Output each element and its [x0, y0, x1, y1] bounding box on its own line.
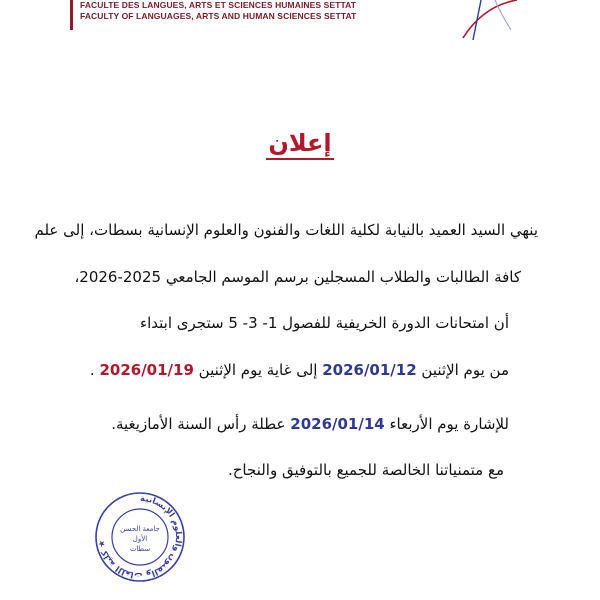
- line4-mid: إلى غاية يوم الإثنين: [193, 361, 323, 379]
- body-line-6: مع متمنياتنا الخالصة للجميع بالتوفيق والنجاح.: [227, 461, 504, 479]
- body-line-1: ينهي السيد العميد بالنيابة لكلية اللغات والفنون والعلوم الإنسانية بسطات، إلى علم: [34, 221, 538, 239]
- line5-post: عطلة رأس السنة الأمازيغية.: [111, 415, 291, 433]
- corner-logo-icon: [455, 0, 525, 40]
- faculty-name-en: FACULTY OF LANGUAGES, ARTS AND HUMAN SCIENCES SETTAT: [80, 11, 357, 21]
- svg-text:سطات: سطات: [129, 545, 151, 553]
- svg-text:كلية اللغات والفنون والعلوم ال: كلية اللغات والفنون والعلوم الإنسانية ★: [96, 493, 183, 581]
- faculty-header: [80, 0, 356, 22]
- title-text: إعلان: [266, 128, 333, 160]
- official-stamp: [94, 489, 186, 589]
- line4-pre: من يوم الإثنين: [416, 361, 509, 379]
- announcement-title: [0, 126, 600, 160]
- holiday-date: 2026/01/14: [290, 415, 385, 433]
- faculty-name-fr: FACULTE DES LANGUES, ARTS ET SCIENCES HUMAINES SETTAT: [80, 0, 357, 10]
- svg-text:الأول: الأول: [132, 535, 148, 543]
- end-date: 2026/01/19: [99, 361, 194, 379]
- body-line-4: [90, 359, 509, 381]
- start-date: 2026/01/12: [322, 361, 417, 379]
- svg-text:جامعة الحسن: جامعة الحسن: [120, 525, 160, 533]
- line5-pre: للإشارة يوم الأربعاء: [384, 415, 509, 433]
- body-line-3: أن امتحانات الدورة الخريفية للفصول 1- 3- 5 ستجرى ابتداء: [140, 314, 509, 332]
- logo-bar: [70, 0, 73, 30]
- body-line-5: [111, 413, 509, 435]
- body-line-2: كافة الطالبات والطلاب المسجلين برسم الموسم الجامعي 2025-2026،: [74, 268, 521, 286]
- line4-post: .: [89, 361, 100, 379]
